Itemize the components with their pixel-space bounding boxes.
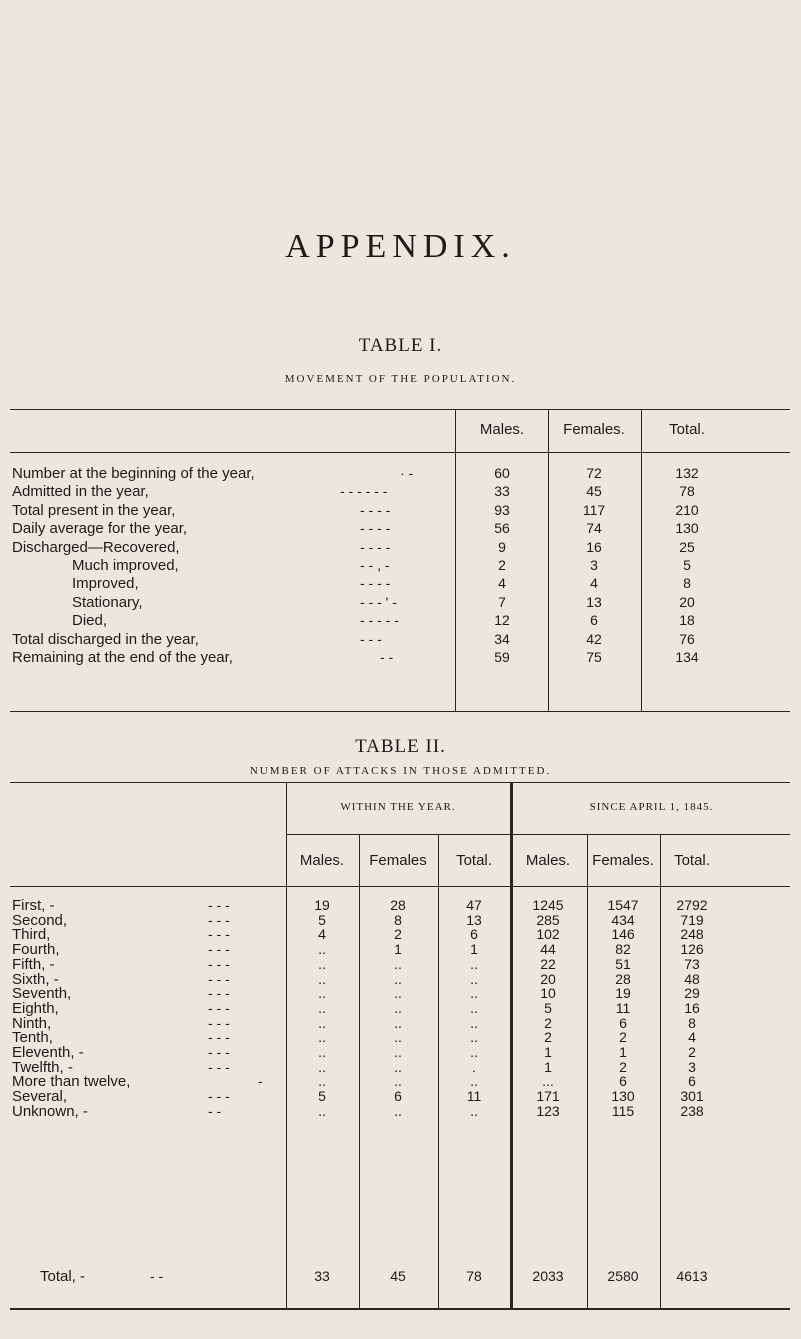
t1-row-label: Much improved,	[72, 557, 179, 574]
t2-cell: 2	[619, 1029, 627, 1045]
table2-subheading: NUMBER OF ATTACKS IN THOSE ADMITTED.	[249, 765, 552, 777]
t2-cell: 2792	[676, 897, 708, 913]
t2-cell: 1	[470, 941, 478, 957]
t2-cell: ..	[394, 985, 402, 1001]
table1-subheading: MOVEMENT OF THE POPULATION.	[284, 373, 517, 385]
t1-cell: 72	[586, 465, 602, 481]
t2-row-dashes: - - -	[208, 1044, 230, 1060]
t2-bottom-rule	[10, 1308, 790, 1310]
t1-col-header: Females.	[563, 421, 625, 438]
t2-row-label: Seventh,	[12, 985, 72, 1002]
t2-cell: 4	[688, 1029, 696, 1045]
t2-col-header: Females.	[592, 852, 654, 869]
t1-row-label: Total discharged in the year,	[12, 631, 199, 648]
t2-total-cell: 78	[466, 1268, 482, 1284]
t1-cell: 16	[586, 539, 602, 555]
t2-cell: 19	[615, 985, 631, 1001]
t2-total-label: Total, -	[40, 1268, 86, 1285]
t1-row-label: Daily average for the year,	[12, 520, 188, 537]
t2-cell: ..	[318, 1029, 326, 1045]
t2-row-dashes: - - -	[208, 1000, 230, 1016]
t1-row-dashes: - - - -	[360, 539, 391, 555]
t1-row-label: Stationary,	[72, 594, 143, 611]
t2-col-header: Females	[369, 852, 427, 869]
t2-row-dashes: - - -	[208, 926, 230, 942]
t2-cell: ..	[470, 1015, 478, 1031]
t1-cell: 134	[675, 649, 699, 665]
t2-cell: 6	[619, 1015, 627, 1031]
t2-cell: ..	[470, 1029, 478, 1045]
t2-cell: ..	[318, 971, 326, 987]
t1-cell: 130	[675, 520, 699, 536]
t2-row-label: Second,	[12, 912, 68, 929]
t2-cell: 29	[684, 985, 700, 1001]
t2-cell: ..	[470, 1103, 478, 1119]
t2-cell: 102	[536, 926, 560, 942]
t2-cell: 5	[544, 1000, 552, 1016]
t2-cell: 47	[466, 897, 482, 913]
t2-cell: 3	[688, 1059, 696, 1075]
t2-cell: 22	[540, 956, 556, 972]
t1-bottom-rule	[10, 711, 790, 712]
t2-cell: 6	[470, 926, 478, 942]
t1-row-dashes: · -	[400, 465, 414, 481]
t1-cell: 20	[679, 594, 695, 610]
t2-cell: ..	[470, 985, 478, 1001]
t1-row-label: Improved,	[72, 575, 139, 592]
t2-cell: 73	[684, 956, 700, 972]
t2-cell: 6	[688, 1073, 696, 1089]
t2-cell: 6	[619, 1073, 627, 1089]
t1-cell: 60	[494, 465, 510, 481]
t1-cell: 59	[494, 649, 510, 665]
t2-cell: 301	[680, 1088, 704, 1104]
t1-cell: 93	[494, 502, 510, 518]
t1-col-header: Males.	[479, 421, 525, 438]
t2-head-rule	[10, 886, 790, 887]
t1-cell: 4	[498, 575, 506, 591]
t2-cell: ..	[318, 1015, 326, 1031]
t2-cell: ..	[394, 1015, 402, 1031]
t2-cell: ..	[470, 956, 478, 972]
t1-row-label: Remaining at the end of the year,	[12, 649, 233, 666]
t1-cell: 8	[683, 575, 691, 591]
t1-cell: 33	[494, 483, 510, 499]
t2-cell: ..	[394, 956, 402, 972]
t2-cell: 6	[394, 1088, 402, 1104]
t2-row-label: Fourth,	[12, 941, 60, 958]
t2-col-header: Males.	[299, 852, 345, 869]
t2-cell: ..	[394, 1059, 402, 1075]
t2-total-cell: 45	[390, 1268, 406, 1284]
t1-cell: 74	[586, 520, 602, 536]
t1-cell: 7	[498, 594, 506, 610]
t2-cell: 11	[466, 1088, 482, 1104]
t1-row-dashes: - - - -	[360, 502, 391, 518]
t2-cell: 1	[394, 941, 402, 957]
t1-cell: 2	[498, 557, 506, 573]
t1-row-dashes: - - - -	[360, 575, 391, 591]
t2-row-label: Fifth, -	[12, 956, 55, 973]
t1-cell: 117	[582, 502, 606, 518]
t2-cell: ..	[318, 1103, 326, 1119]
t2-cell: ..	[470, 1000, 478, 1016]
t1-cell: 42	[586, 631, 602, 647]
t2-cell: 1547	[607, 897, 639, 913]
t2-cell: 5	[318, 912, 326, 928]
t2-cell: 4	[318, 926, 326, 942]
t2-cell: 19	[314, 897, 330, 913]
t2-cell: ..	[394, 1029, 402, 1045]
t2-cell: ..	[318, 1044, 326, 1060]
t1-cell: 210	[675, 502, 699, 518]
t2-col-divider	[359, 834, 360, 1310]
t1-row-dashes: - -	[380, 649, 394, 665]
t1-cell: 12	[494, 612, 510, 628]
t2-cell: 1245	[532, 897, 564, 913]
t1-row-label: Number at the beginning of the year,	[12, 465, 255, 482]
t2-cell: 2	[394, 926, 402, 942]
t2-row-label: Several,	[12, 1088, 68, 1105]
t1-cell: 4	[590, 575, 598, 591]
t1-col-header: Total.	[669, 421, 705, 438]
table1-heading: TABLE I.	[358, 335, 443, 356]
table2-heading: TABLE II.	[355, 736, 446, 757]
t2-row-label: First, -	[12, 897, 55, 914]
t2-row-label: More than twelve,	[12, 1073, 131, 1090]
t1-row-dashes: - - - ' -	[360, 594, 397, 610]
t2-cell: 10	[540, 985, 556, 1001]
t2-row-label: Sixth, -	[12, 971, 59, 988]
t1-head-rule	[10, 452, 790, 453]
t2-cell: 2	[619, 1059, 627, 1075]
t2-cell: 285	[536, 912, 560, 928]
t2-row-label: Ninth,	[12, 1015, 52, 1032]
t2-cell: 171	[536, 1088, 560, 1104]
t2-cell: 16	[684, 1000, 700, 1016]
t2-cell: 5	[318, 1088, 326, 1104]
t2-cell: ..	[318, 1000, 326, 1016]
t1-cell: 78	[679, 483, 695, 499]
t1-cell: 75	[586, 649, 602, 665]
t2-cell: ..	[394, 1000, 402, 1016]
t2-cell: 238	[680, 1103, 704, 1119]
t2-group-header-since: SINCE APRIL 1, 1845.	[589, 801, 714, 813]
t2-cell: 130	[611, 1088, 635, 1104]
t2-total-cell: 2033	[532, 1268, 564, 1284]
t2-row-dashes: - -	[208, 1103, 222, 1119]
t2-cell: 1	[544, 1059, 552, 1075]
t2-group-header-within: WITHIN THE YEAR.	[340, 801, 456, 813]
t1-cell: 45	[586, 483, 602, 499]
t1-row-dashes: - - , -	[360, 557, 390, 573]
t2-cell: ..	[394, 1044, 402, 1060]
t2-cell: 8	[688, 1015, 696, 1031]
t2-cell: 115	[611, 1103, 635, 1119]
t1-cell: 132	[675, 465, 699, 481]
t2-cell: 1	[619, 1044, 627, 1060]
t2-row-dashes: - - -	[208, 1059, 230, 1075]
t2-cell: 126	[680, 941, 704, 957]
t1-row-dashes: - - - -	[360, 520, 391, 536]
t2-cell: ...	[542, 1073, 554, 1089]
t2-row-dashes: - - -	[208, 941, 230, 957]
t1-cell: 9	[498, 539, 506, 555]
t2-cell: 434	[611, 912, 635, 928]
t1-cell: 76	[679, 631, 695, 647]
t2-total-cell: 33	[314, 1268, 330, 1284]
t1-cell: 34	[494, 631, 510, 647]
t2-row-dashes: - - -	[208, 985, 230, 1001]
t2-cell: 146	[611, 926, 635, 942]
t2-cell: 20	[540, 971, 556, 987]
t1-row-label: Total present in the year,	[12, 502, 176, 519]
t2-cell: 2	[688, 1044, 696, 1060]
t2-total-dashes: - -	[150, 1268, 164, 1284]
t1-cell: 6	[590, 612, 598, 628]
t2-cell: ..	[470, 1073, 478, 1089]
t2-cell: 28	[615, 971, 631, 987]
t2-col-header: Total.	[456, 852, 492, 869]
t2-top-rule	[10, 782, 790, 783]
t1-cell: 13	[586, 594, 602, 610]
t2-cell: ..	[394, 971, 402, 987]
t2-cell: 719	[680, 912, 704, 928]
t2-cell: ..	[318, 1059, 326, 1075]
t2-cell: 13	[466, 912, 482, 928]
t2-row-dashes: - - -	[208, 971, 230, 987]
t2-cell: 11	[615, 1000, 631, 1016]
t2-cell: ..	[470, 971, 478, 987]
t1-cell: 56	[494, 520, 510, 536]
t2-cell: 2	[544, 1015, 552, 1031]
t2-cell: 2	[544, 1029, 552, 1045]
t2-cell: 82	[615, 941, 631, 957]
t1-cell: 5	[683, 557, 691, 573]
t2-cell: 51	[615, 956, 631, 972]
t2-row-label: Twelfth, -	[12, 1059, 73, 1076]
t2-cell: 1	[544, 1044, 552, 1060]
t2-row-label: Eighth,	[12, 1000, 59, 1017]
t1-col-divider	[641, 409, 642, 712]
t2-cell: .	[472, 1059, 476, 1075]
t2-group-rule-left	[286, 834, 510, 835]
t2-cell: ..	[394, 1103, 402, 1119]
t2-group-rule-right	[513, 834, 790, 835]
t1-row-label: Discharged—Recovered,	[12, 539, 180, 556]
t2-cell: ..	[318, 941, 326, 957]
t1-cell: 3	[590, 557, 598, 573]
t1-row-label: Admitted in the year,	[12, 483, 149, 500]
t1-row-label: Died,	[72, 612, 108, 629]
t1-row-dashes: - - - - -	[360, 612, 399, 628]
t2-cell: ..	[318, 985, 326, 1001]
t2-cell: 44	[540, 941, 556, 957]
t2-row-label: Unknown, -	[12, 1103, 88, 1120]
t2-row-dashes: - - -	[208, 1029, 230, 1045]
t1-row-dashes: - - - - - -	[340, 483, 388, 499]
t2-cell: 8	[394, 912, 402, 928]
t1-cell: 25	[679, 539, 695, 555]
page-title: APPENDIX.	[285, 228, 516, 265]
t2-col-header: Total.	[674, 852, 710, 869]
t2-cell: ..	[318, 1073, 326, 1089]
t2-cell: 48	[684, 971, 700, 987]
t2-cell: ..	[394, 1073, 402, 1089]
t2-row-dashes: - - -	[208, 1015, 230, 1031]
t1-top-rule	[10, 409, 790, 410]
t2-cell: 123	[536, 1103, 560, 1119]
t2-cell: 28	[390, 897, 406, 913]
t2-row-dashes: - - -	[208, 956, 230, 972]
t2-row-dashes: - - -	[208, 912, 230, 928]
t1-row-dashes: - - -	[360, 631, 382, 647]
t2-row-label: Tenth,	[12, 1029, 53, 1046]
t2-col-header: Males.	[525, 852, 571, 869]
t2-row-dashes: -	[258, 1073, 263, 1089]
t1-col-divider	[548, 409, 549, 712]
t2-row-label: Eleventh, -	[12, 1044, 84, 1061]
t1-col-divider	[455, 409, 456, 712]
t2-cell: 248	[680, 926, 704, 942]
t1-cell: 18	[679, 612, 695, 628]
t2-row-dashes: - - -	[208, 897, 230, 913]
t2-row-label: Third,	[12, 926, 51, 943]
t2-total-cell: 2580	[607, 1268, 639, 1284]
t2-total-cell: 4613	[676, 1268, 708, 1284]
t2-cell: ..	[318, 956, 326, 972]
t2-row-dashes: - - -	[208, 1088, 230, 1104]
t2-cell: ..	[470, 1044, 478, 1060]
